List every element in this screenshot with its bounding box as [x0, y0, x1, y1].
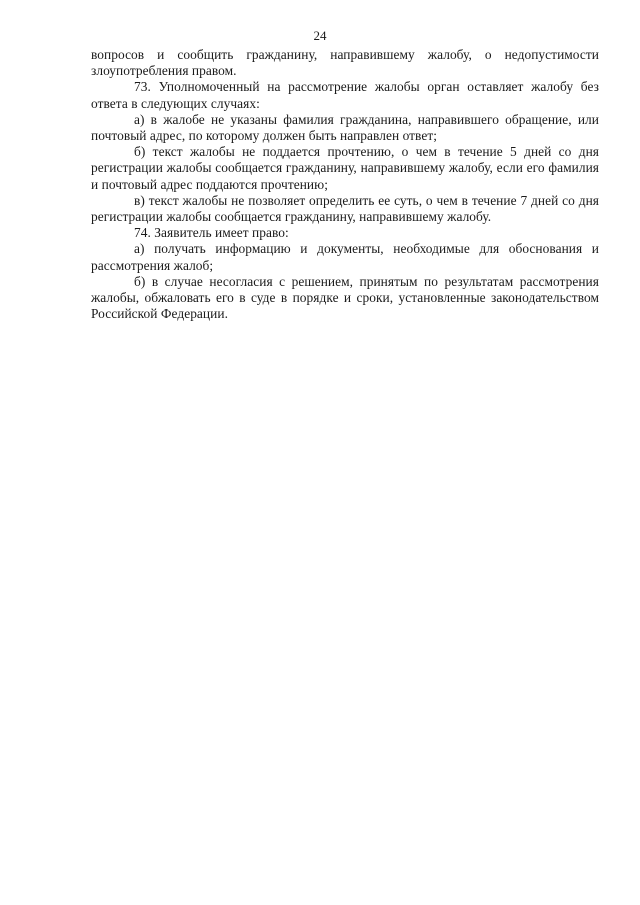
paragraph-continuation: вопросов и сообщить гражданину, направившему жалобу, о недопустимости злоупотребления правом.: [91, 47, 599, 79]
paragraph-73-b: б) текст жалобы не поддается прочтению, о чем в течение 5 дней со дня регистрации жалобы сообщается гражданину, направившему жалобу, если его фамилия и почтовый адрес поддаются прочтению;: [91, 144, 599, 192]
paragraph-73: 73. Уполномоченный на рассмотрение жалобы орган оставляет жалобу без ответа в следующих случаях:: [91, 79, 599, 111]
paragraph-74: 74. Заявитель имеет право:: [134, 225, 289, 241]
paragraph-74-b: б) в случае несогласия с решением, принятым по результатам рассмотрения жалобы, обжаловать его в суде в порядке и сроки, установленные законодательством Российской Федерации.: [91, 273, 599, 322]
page-number: 24: [313, 28, 327, 43]
paragraph-74-a: а) получать информацию и документы, необходимые для обоснования и рассмотрения жалоб;: [91, 241, 599, 273]
document-body: [91, 47, 599, 322]
paragraph-73-a: а) в жалобе не указаны фамилия гражданина, направившего обращение, или почтовый адрес, по которому должен быть направлен ответ;: [91, 111, 599, 144]
paragraph-73-v: в) текст жалобы не позволяет определить ее суть, о чем в течение 7 дней со дня регистрации жалобы сообщается гражданину, направившему жалобу.: [91, 192, 599, 225]
